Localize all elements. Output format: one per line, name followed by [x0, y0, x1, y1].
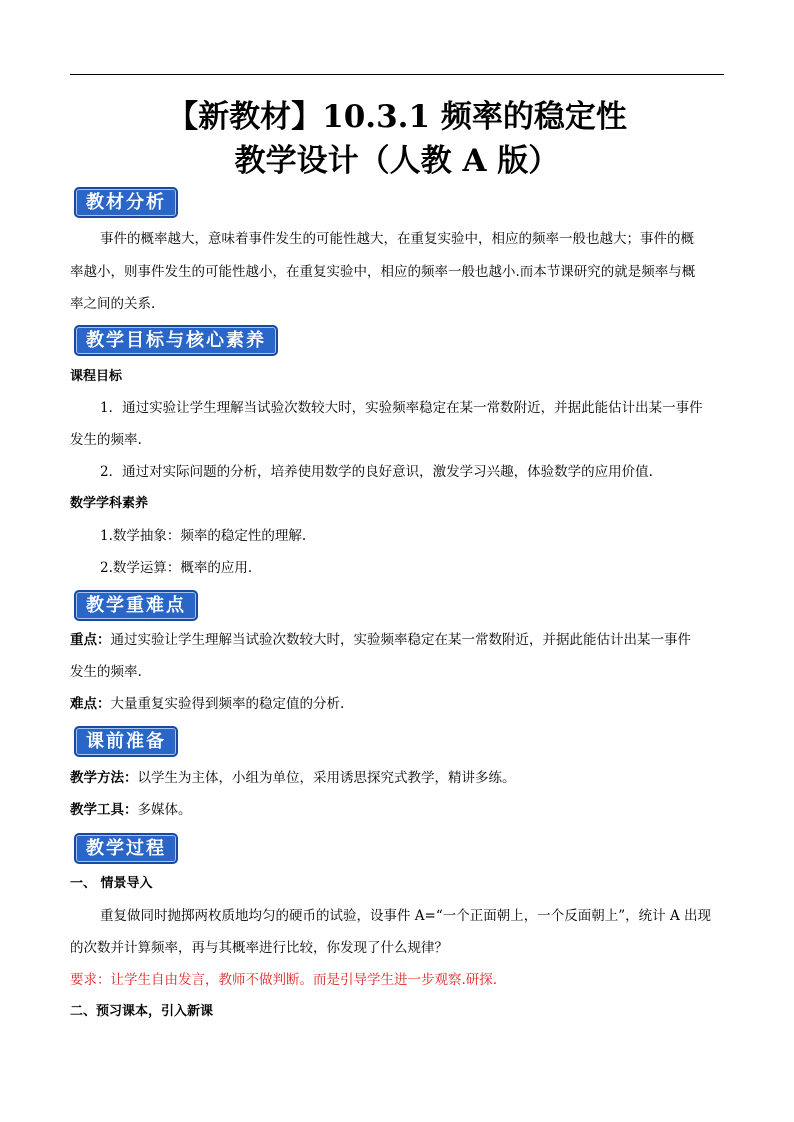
section-badge-analysis: 教材分析 — [74, 187, 178, 218]
literacy-1: 1.数学抽象：频率的稳定性的理解. — [100, 528, 307, 544]
requirement-note: 要求：让学生自由发言，教师不做判断。而是引导学生进一步观察.研探. — [70, 972, 498, 988]
tools-text: 多媒体。 — [137, 802, 192, 818]
goal-1-line: 发生的频率. — [70, 432, 142, 448]
method-label: 教学方法： — [70, 770, 138, 786]
goal-1-line: 1．通过实验让学生理解当试验次数较大时，实验频率稳定在某一常数附近，并据此能估计出某一事件 — [100, 400, 703, 416]
section-badge-preparation: 课前准备 — [74, 726, 178, 757]
tools-line — [70, 800, 724, 820]
goal-2: 2．通过对实际问题的分析，培养使用数学的良好意识，激发学习兴趣，体验数学的应用价值. — [100, 464, 653, 480]
focus-line — [70, 630, 724, 650]
step-1-heading: 一、 情景导入 — [70, 876, 153, 891]
section-badge-goals: 教学目标与核心素养 — [74, 325, 278, 356]
literacy-2: 2.数学运算：概率的应用. — [100, 560, 253, 576]
literacy-heading: 数学学科素养 — [70, 496, 149, 511]
difficulty-line — [70, 694, 724, 714]
method-text: 以学生为主体，小组为单位，采用诱思探究式教学，精讲多练。 — [137, 770, 516, 786]
header-rule — [70, 74, 724, 75]
doc-title-line2: 教学设计（人教 A 版） — [234, 143, 560, 179]
focus-line-cont: 发生的频率. — [70, 664, 142, 680]
step-1-line: 重复做同时抛掷两枚质地均匀的硬币的试验，设事件 A=“一个正面朝上，一个反面朝上”，统计 A 出现 — [100, 908, 711, 924]
difficulty-label: 难点： — [70, 696, 111, 712]
focus-text: 通过实验让学生理解当试验次数较大时，实验频率稳定在某一常数附近，并据此能估计出某一事件 — [110, 632, 691, 648]
difficulty-text: 大量重复实验得到频率的稳定值的分析. — [110, 696, 345, 712]
analysis-para-line: 率越小，则事件发生的可能性越小，在重复实验中，相应的频率一般也越小.而本节课研究的就是频率与概 — [70, 264, 696, 280]
doc-title-line1: 【新教材】10.3.1 频率的稳定性 — [167, 99, 627, 135]
method-line — [70, 768, 724, 788]
course-goals-heading: 课程目标 — [70, 369, 123, 384]
section-badge-process: 教学过程 — [74, 833, 178, 864]
section-badge-key-points: 教学重难点 — [74, 590, 198, 621]
step-1-line: 的次数并计算频率，再与其概率进行比较，你发现了什么规律？ — [70, 940, 448, 956]
focus-label: 重点： — [70, 632, 111, 648]
step-2-heading: 二、预习课本，引入新课 — [70, 1004, 214, 1019]
tools-label: 教学工具： — [70, 802, 138, 818]
analysis-para-line: 事件的概率越大，意味着事件发生的可能性越大，在重复实验中，相应的频率一般也越大；事件的概 — [100, 231, 694, 247]
analysis-para-line: 率之间的关系. — [70, 296, 156, 312]
